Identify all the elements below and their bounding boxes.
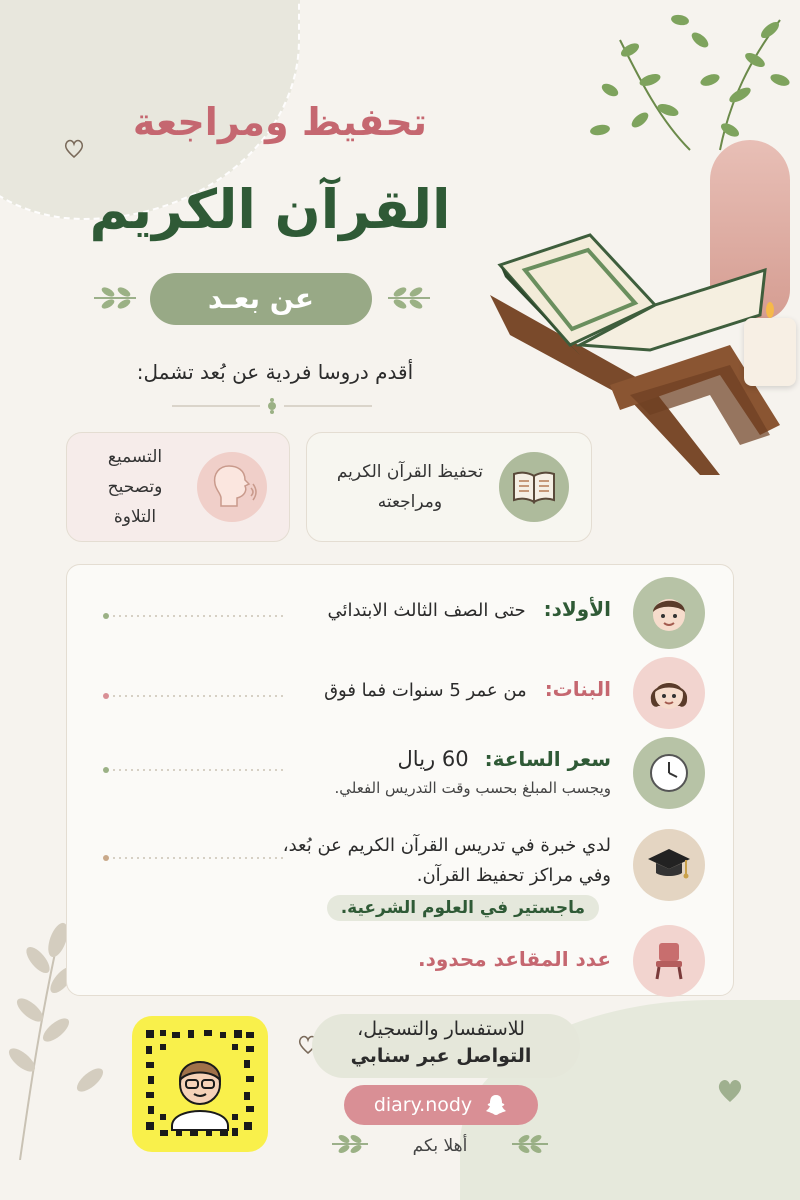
detail-row-price [67, 733, 735, 825]
detail-row-girls [67, 653, 735, 733]
snapchat-handle-button[interactable] [344, 1085, 538, 1125]
speaking-head-icon [197, 452, 267, 522]
degree-badge: ماجستير في العلوم الشرعية. [327, 895, 599, 921]
experience-line2: وفي مراكز تحفيظ القرآن. [416, 865, 611, 886]
graduation-cap-icon [633, 829, 705, 901]
service-card-memorize [306, 432, 592, 542]
service-label: وتصحيح التلاوة [107, 477, 163, 527]
price-label: سعر الساعة: [484, 747, 611, 771]
leaf-sprig-icon [386, 285, 432, 311]
heart-filled-icon [714, 1074, 746, 1106]
seats-text: عدد المقاعد محدود. [418, 947, 611, 971]
boys-value: حتى الصف الثالث الابتدائي [327, 600, 526, 621]
welcome-text: أهلا بكم [412, 1136, 468, 1156]
leaf-sprig-icon [92, 285, 138, 311]
service-label: تحفيظ القرآن الكريم [336, 462, 483, 482]
intro-text: أقدم دروسا فردية عن بُعد تشمل: [136, 360, 414, 384]
remote-pill: عن بعـد [150, 273, 372, 325]
snapcode-qr[interactable] [132, 1016, 268, 1152]
experience-line1: لدي خبرة في تدريس القرآن الكريم عن بُعد، [282, 835, 611, 856]
girl-face-icon [633, 657, 705, 729]
snap-handle: diary.nody [373, 1094, 473, 1116]
contact-line1: للاستفسار والتسجيل، [357, 1018, 525, 1040]
dotted-line [103, 767, 283, 773]
girls-value: من عمر 5 سنوات فما فوق [324, 680, 527, 701]
dotted-line [103, 855, 283, 861]
service-label: ومراجعته [377, 492, 443, 512]
price-value: 60 ريال [397, 747, 469, 771]
book-icon [499, 452, 569, 522]
service-card-recitation [66, 432, 290, 542]
details-panel [66, 564, 734, 996]
boys-label: الأولاد: [543, 597, 611, 621]
dotted-line [103, 613, 283, 619]
service-label: التسميع [107, 447, 163, 467]
divider-ornament [172, 396, 372, 416]
dotted-line [103, 693, 283, 699]
detail-row-seats [67, 923, 735, 993]
contact-text [312, 1016, 570, 1070]
chair-icon [633, 925, 705, 997]
leaf-sprig-icon [330, 1134, 370, 1154]
detail-row-boys [67, 573, 735, 653]
clock-icon [633, 737, 705, 809]
title-line1: تحفيظ ومراجعة [132, 100, 428, 144]
boy-face-icon [633, 577, 705, 649]
snapchat-ghost-icon [484, 1093, 508, 1117]
contact-line2: التواصل عبر سنابي [350, 1045, 532, 1067]
heart-outline-icon [62, 136, 86, 160]
title-line2: القرآن الكريم [89, 178, 451, 241]
girls-label: البنات: [544, 677, 611, 701]
price-note: ويجسب المبلغ بحسب وقت التدريس الفعلي. [334, 779, 611, 797]
candle-decor [744, 318, 796, 386]
detail-row-experience [67, 827, 735, 931]
